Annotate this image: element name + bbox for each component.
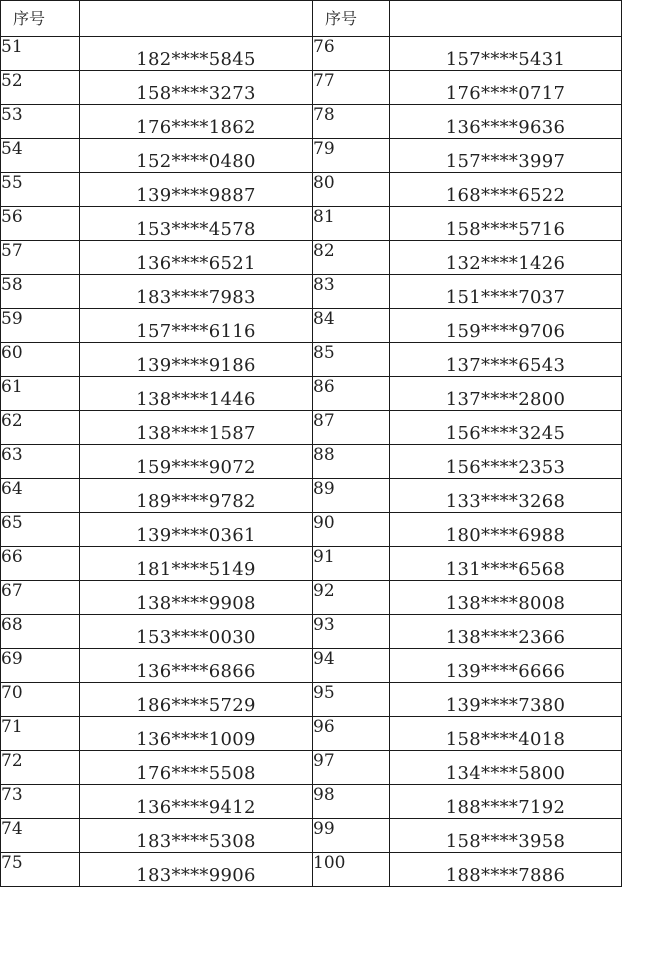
- right-phone-cell: 158****3958: [390, 819, 622, 853]
- header-row: [1, 1, 622, 37]
- left-phone-cell: 138****9908: [80, 581, 313, 615]
- right-phone-cell: 168****6522: [390, 173, 622, 207]
- left-index-cell: 60: [1, 343, 80, 377]
- right-phone-cell: 139****7380: [390, 683, 622, 717]
- table-row: [1, 479, 622, 513]
- table-row: [1, 207, 622, 241]
- right-index-cell: 97: [313, 751, 390, 785]
- left-index-cell: 75: [1, 853, 80, 887]
- right-index-cell: 80: [313, 173, 390, 207]
- left-index-cell: 53: [1, 105, 80, 139]
- right-index-cell: 76: [313, 37, 390, 71]
- left-phone-cell: 186****5729: [80, 683, 313, 717]
- header-index-left: 序号: [1, 1, 80, 37]
- right-index-cell: 79: [313, 139, 390, 173]
- right-phone-cell: 136****9636: [390, 105, 622, 139]
- right-index-cell: 96: [313, 717, 390, 751]
- left-phone-cell: 139****9186: [80, 343, 313, 377]
- right-index-cell: 98: [313, 785, 390, 819]
- right-phone-cell: 180****6988: [390, 513, 622, 547]
- right-phone-cell: 159****9706: [390, 309, 622, 343]
- right-phone-cell: 158****5716: [390, 207, 622, 241]
- left-phone-cell: 183****9906: [80, 853, 313, 887]
- right-index-cell: 89: [313, 479, 390, 513]
- table-row: [1, 649, 622, 683]
- right-phone-cell: 157****3997: [390, 139, 622, 173]
- left-index-cell: 59: [1, 309, 80, 343]
- right-phone-cell: 137****2800: [390, 377, 622, 411]
- left-phone-cell: 136****9412: [80, 785, 313, 819]
- left-index-cell: 51: [1, 37, 80, 71]
- right-phone-cell: 138****8008: [390, 581, 622, 615]
- right-phone-cell: 188****7886: [390, 853, 622, 887]
- table-row: [1, 139, 622, 173]
- table-row: [1, 411, 622, 445]
- table-row: [1, 241, 622, 275]
- right-index-cell: 93: [313, 615, 390, 649]
- right-phone-cell: 133****3268: [390, 479, 622, 513]
- left-phone-cell: 158****3273: [80, 71, 313, 105]
- left-index-cell: 73: [1, 785, 80, 819]
- table-row: [1, 309, 622, 343]
- table-row: [1, 717, 622, 751]
- right-index-cell: 90: [313, 513, 390, 547]
- left-phone-cell: 159****9072: [80, 445, 313, 479]
- left-phone-cell: 136****6866: [80, 649, 313, 683]
- left-index-cell: 58: [1, 275, 80, 309]
- right-phone-cell: 158****4018: [390, 717, 622, 751]
- left-phone-cell: 152****0480: [80, 139, 313, 173]
- right-index-cell: 99: [313, 819, 390, 853]
- left-phone-cell: 183****5308: [80, 819, 313, 853]
- left-phone-cell: 183****7983: [80, 275, 313, 309]
- left-phone-cell: 136****6521: [80, 241, 313, 275]
- table-body: [1, 37, 622, 887]
- right-phone-cell: 156****2353: [390, 445, 622, 479]
- right-phone-cell: 157****5431: [390, 37, 622, 71]
- right-phone-cell: 188****7192: [390, 785, 622, 819]
- right-index-cell: 87: [313, 411, 390, 445]
- left-index-cell: 68: [1, 615, 80, 649]
- right-phone-cell: 151****7037: [390, 275, 622, 309]
- left-phone-cell: 182****5845: [80, 37, 313, 71]
- table-row: [1, 819, 622, 853]
- left-index-cell: 63: [1, 445, 80, 479]
- right-index-cell: 78: [313, 105, 390, 139]
- left-index-cell: 69: [1, 649, 80, 683]
- header-phone-left: [80, 1, 313, 37]
- right-phone-cell: 134****5800: [390, 751, 622, 785]
- left-phone-cell: 176****5508: [80, 751, 313, 785]
- left-index-cell: 74: [1, 819, 80, 853]
- left-index-cell: 55: [1, 173, 80, 207]
- left-index-cell: 70: [1, 683, 80, 717]
- right-phone-cell: 137****6543: [390, 343, 622, 377]
- left-phone-cell: 153****4578: [80, 207, 313, 241]
- right-index-cell: 77: [313, 71, 390, 105]
- right-index-cell: 85: [313, 343, 390, 377]
- right-phone-cell: 138****2366: [390, 615, 622, 649]
- left-phone-cell: 157****6116: [80, 309, 313, 343]
- left-index-cell: 65: [1, 513, 80, 547]
- table-row: [1, 751, 622, 785]
- left-index-cell: 52: [1, 71, 80, 105]
- header-index-right: 序号: [313, 1, 390, 37]
- left-phone-cell: 138****1587: [80, 411, 313, 445]
- right-index-cell: 94: [313, 649, 390, 683]
- left-phone-cell: 189****9782: [80, 479, 313, 513]
- table-row: [1, 37, 622, 71]
- left-phone-cell: 176****1862: [80, 105, 313, 139]
- table-row: [1, 785, 622, 819]
- table-row: [1, 445, 622, 479]
- right-index-cell: 82: [313, 241, 390, 275]
- left-phone-cell: 181****5149: [80, 547, 313, 581]
- table-row: [1, 275, 622, 309]
- left-phone-cell: 139****0361: [80, 513, 313, 547]
- left-phone-cell: 153****0030: [80, 615, 313, 649]
- table-row: [1, 513, 622, 547]
- table-row: [1, 615, 622, 649]
- right-index-cell: 81: [313, 207, 390, 241]
- header-phone-right: [390, 1, 622, 37]
- left-index-cell: 67: [1, 581, 80, 615]
- left-index-cell: 57: [1, 241, 80, 275]
- right-phone-cell: 156****3245: [390, 411, 622, 445]
- right-index-cell: 84: [313, 309, 390, 343]
- left-index-cell: 71: [1, 717, 80, 751]
- right-phone-cell: 139****6666: [390, 649, 622, 683]
- left-index-cell: 61: [1, 377, 80, 411]
- left-index-cell: 64: [1, 479, 80, 513]
- table-row: [1, 377, 622, 411]
- right-phone-cell: 131****6568: [390, 547, 622, 581]
- right-index-cell: 92: [313, 581, 390, 615]
- left-phone-cell: 136****1009: [80, 717, 313, 751]
- right-index-cell: 86: [313, 377, 390, 411]
- left-index-cell: 56: [1, 207, 80, 241]
- left-phone-cell: 139****9887: [80, 173, 313, 207]
- left-index-cell: 62: [1, 411, 80, 445]
- right-index-cell: 88: [313, 445, 390, 479]
- table-row: [1, 683, 622, 717]
- table-row: [1, 853, 622, 887]
- left-index-cell: 54: [1, 139, 80, 173]
- left-index-cell: 72: [1, 751, 80, 785]
- table-row: [1, 547, 622, 581]
- table-row: [1, 71, 622, 105]
- table-row: [1, 105, 622, 139]
- right-index-cell: 83: [313, 275, 390, 309]
- left-phone-cell: 138****1446: [80, 377, 313, 411]
- left-index-cell: 66: [1, 547, 80, 581]
- table-row: [1, 173, 622, 207]
- right-index-cell: 91: [313, 547, 390, 581]
- right-index-cell: 95: [313, 683, 390, 717]
- table-row: [1, 581, 622, 615]
- right-index-cell: 100: [313, 853, 390, 887]
- table-row: [1, 343, 622, 377]
- right-phone-cell: 176****0717: [390, 71, 622, 105]
- right-phone-cell: 132****1426: [390, 241, 622, 275]
